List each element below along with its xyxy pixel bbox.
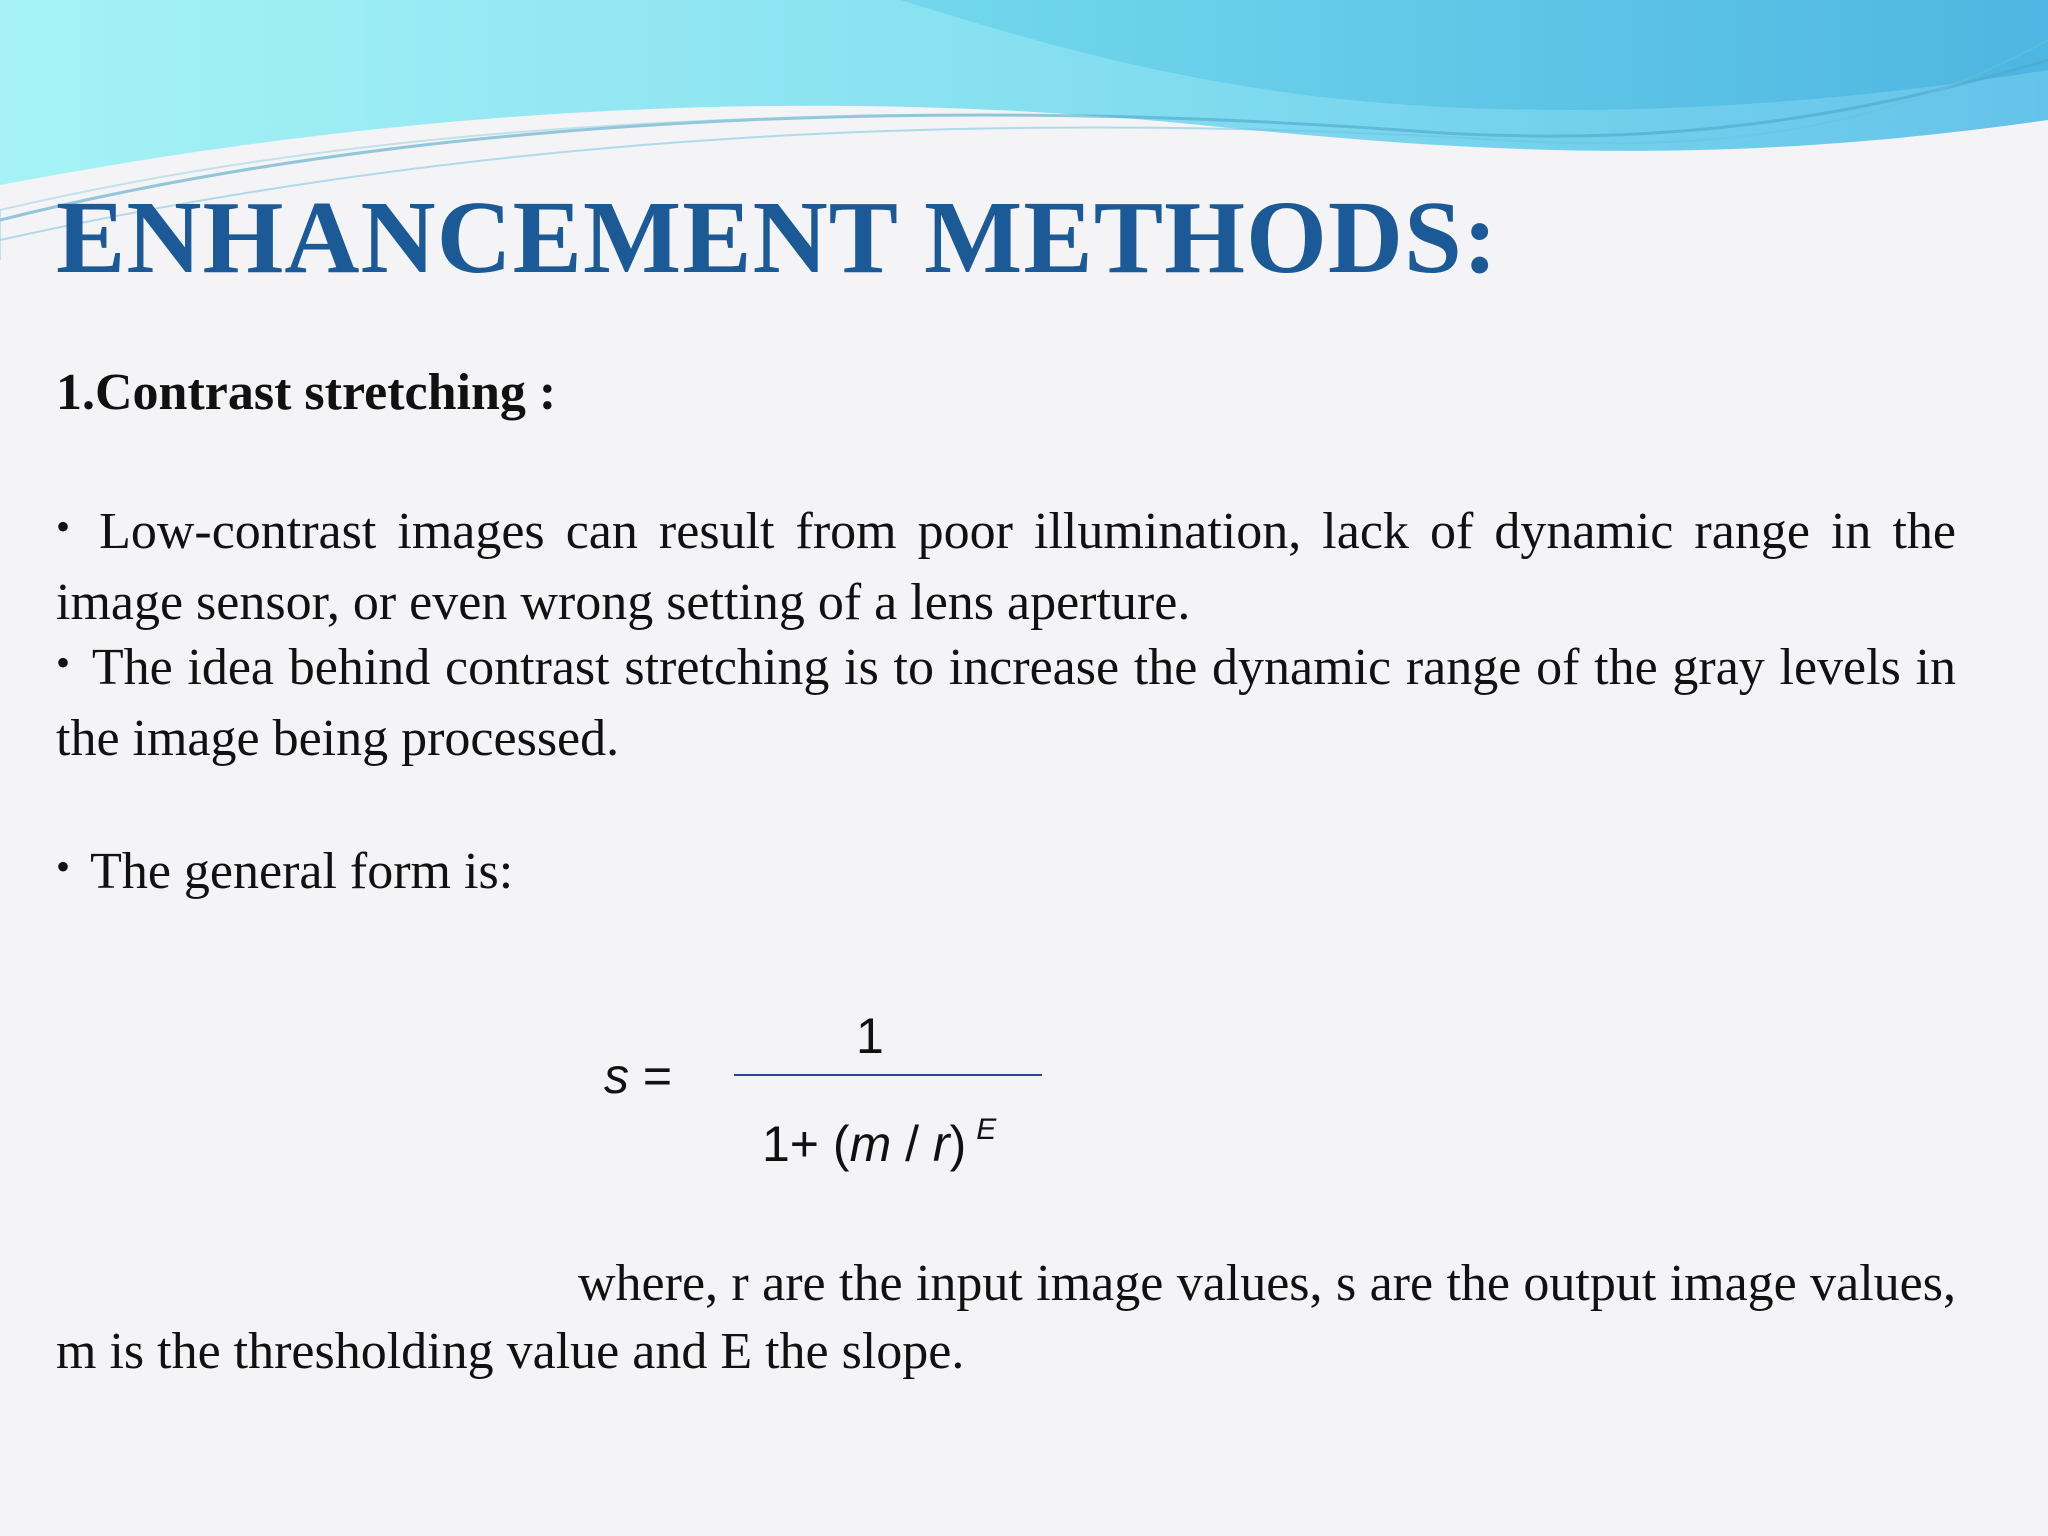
den-close: ): [949, 1116, 967, 1172]
formula-numerator: 1: [856, 1008, 884, 1064]
formula-lhs: [604, 1046, 672, 1106]
formula-denominator: [762, 1114, 996, 1182]
bullet-text-2: The idea behind contrast stretching is to increase the dynamic range of the gray levels in the image being processed.: [56, 639, 1956, 767]
den-prefix: 1+ (: [762, 1116, 850, 1172]
den-m: m: [849, 1116, 892, 1172]
bullet-icon: •: [56, 640, 71, 685]
bullet-paragraph-1: [56, 498, 1956, 637]
den-r: r: [932, 1116, 950, 1172]
bullet-text-3: The general form is:: [90, 843, 514, 900]
bullet-paragraph-3: [56, 838, 1956, 909]
section-heading: 1.Contrast stretching :: [56, 364, 557, 421]
bullet-icon: •: [56, 504, 71, 549]
bullet-icon: •: [56, 844, 71, 889]
bullet-text-1: Low-contrast images can result from poor illumination, lack of dynamic range in the image sensor, or even wrong setting of a lens aperture.: [56, 503, 1956, 631]
den-slash: /: [891, 1116, 933, 1172]
formula-explanation: where, r are the input image values, s are the output image values, m is the thresholding value and E the slope.: [56, 1255, 1956, 1380]
formula-lhs-var: s: [604, 1048, 629, 1104]
bullet-paragraph-2: [56, 634, 1956, 773]
fraction-bar: [734, 1074, 1042, 1076]
formula-lhs-equals: =: [629, 1048, 673, 1104]
slide-title: ENHANCEMENT METHODS:: [56, 180, 1499, 295]
den-exponent: E: [976, 1113, 997, 1146]
